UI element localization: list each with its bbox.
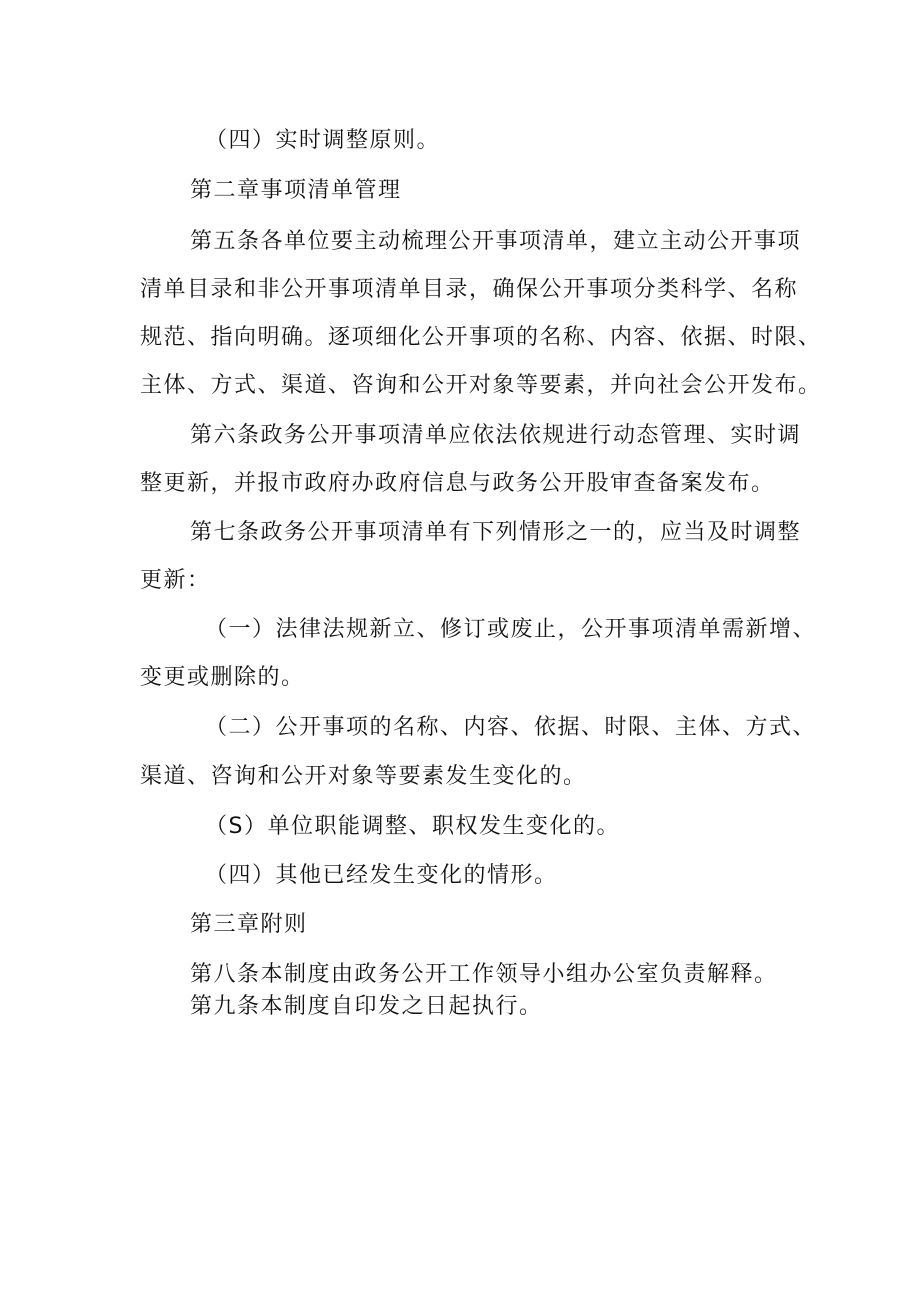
article-5-line-4: 主体、方式、渠道、咨询和公开对象等要素，并向社会公开发布。 [140, 373, 822, 398]
case-item-1-line-2: 变更或删除的。 [140, 665, 305, 690]
article-9: 第九条本制度自印发之日起执行。 [190, 994, 543, 1019]
case-item-1-line-1: （一）法律法规新立、修订或废止，公开事项清单需新增、 [205, 617, 817, 642]
case-item-2-line-2: 渠道、咨询和公开对象等要素发生变化的。 [140, 764, 587, 789]
chapter-2-heading: 第二章事项清单管理 [190, 178, 402, 203]
case-item-3: （S）单位职能调整、职权发生变化的。 [205, 814, 620, 839]
article-8: 第八条本制度由政务公开工作领导小组办公室负责解释。 [190, 962, 778, 987]
article-6-line-2: 整更新，并报市政府办政府信息与政务公开股审查备案发布。 [140, 471, 775, 496]
case-item-4: （四）其他已经发生变化的情形。 [205, 863, 558, 888]
article-5-line-1: 第五条各单位要主动梳理公开事项清单，建立主动公开事项 [190, 229, 802, 254]
article-7-line-2: 更新： [140, 568, 211, 593]
chapter-3-heading: 第三章附则 [190, 912, 308, 937]
principle-item-4: （四）实时调整原则。 [205, 128, 441, 153]
article-5-line-3: 规范、指向明确。逐项细化公开事项的名称、内容、依据、时限、 [140, 325, 822, 350]
article-7-line-1: 第七条政务公开事项清单有下列情形之一的，应当及时调整 [190, 520, 802, 545]
article-5-line-2: 清单目录和非公开事项清单目录，确保公开事项分类科学、名称 [140, 277, 799, 302]
article-6-line-1: 第六条政务公开事项清单应依法依规进行动态管理、实时调 [190, 423, 802, 448]
case-item-2-line-1: （二）公开事项的名称、内容、依据、时限、主体、方式、 [205, 715, 817, 740]
